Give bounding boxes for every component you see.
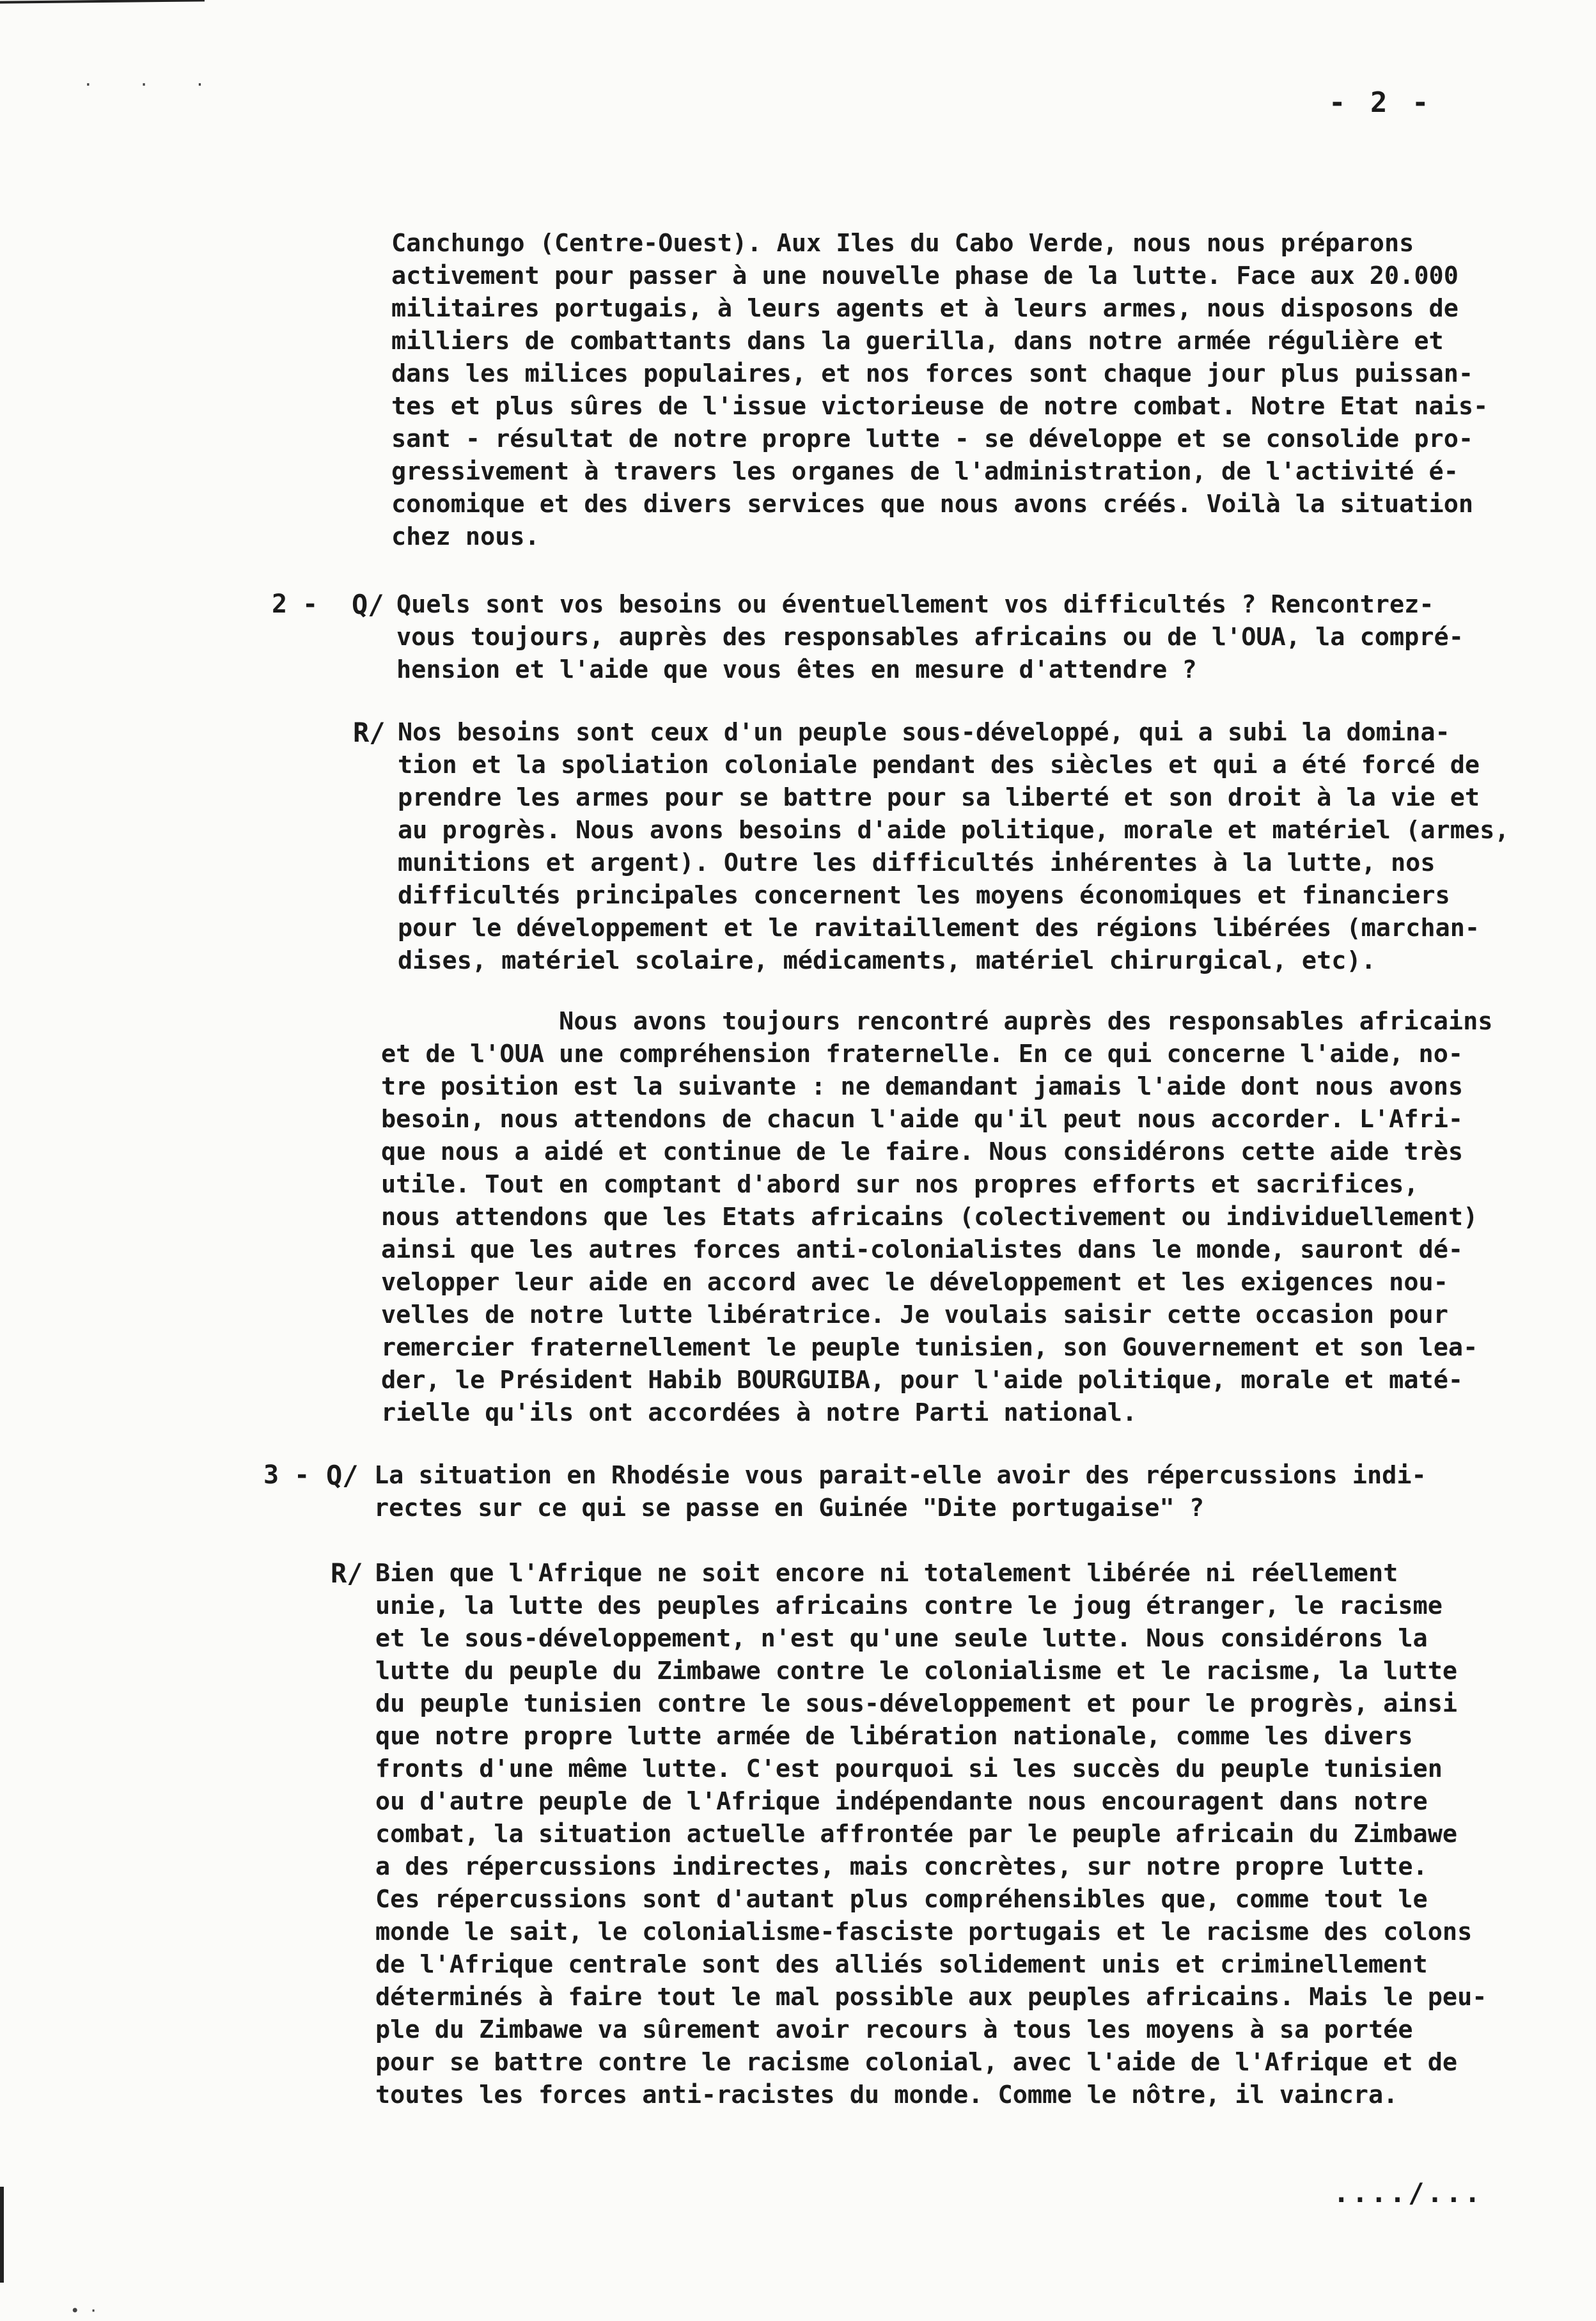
answer-2-paragraph-1: Nos besoins sont ceux d'un peuple sous-développé, qui a subi la domina- tion et la spoliation coloniale pendant des siècles et qui a été forcé de prendre les armes pour se battre pour sa liberté et son droit à la vie et au progrès. Nous avons besoins d'aide politique, morale et matériel (armes, munitions et argent). Outre les difficultés inhérentes à la lutte, nos difficultés principales concernent les moyens économiques et financiers pour le développement et le ravitaillement des régions libérées (marchan- dises, matériel scolaire, médicaments, matériel chirurgical, etc). bbox=[398, 718, 1510, 975]
answer-3-label: R/ bbox=[331, 1558, 363, 1589]
question-2-number: 2 - bbox=[272, 590, 318, 619]
question-3-number: 3 - bbox=[263, 1460, 310, 1490]
scan-edge-mark-left bbox=[0, 2187, 4, 2283]
page-number: - 2 - bbox=[1329, 86, 1433, 119]
answer-3-paragraph: Bien que l'Afrique ne soit encore ni totalement libérée ni réellement unie, la lutte des peuples africains contre le joug étranger, le racisme et le sous-développement, n'est qu'une seule lutte. Nous considérons la lutte du peuple du Zimbawe contre le colonialisme et le racisme, la lutte du peuple tunisien contre le sous-développement et pour le progrès, ainsi que notre propre lutte armée de libération nationale, comme les divers fronts d'une même lutte. C'est pourquoi si les succès du peuple tunisien ou d'autre peuple de l'Afrique indépendante nous encouragent dans notre combat, la situation actuelle affrontée par le peuple africain du Zimbawe a des répercussions indirectes, mais concrètes, sur notre propre lutte. Ces répercussions sont d'autant plus compréhensibles que, comme tout le monde le sait, le colonialisme-fasciste portugais et le racisme des colons de l'Afrique centrale sont des alliés solidement unis et criminellement déterminés à faire tout le mal possible aux peuples africains. Mais le peu- ple du Zimbawe va sûrement avoir recours à tous les moyens à sa portée pour se battre contre le racisme colonial, avec l'aide de l'Afrique et de toutes les forces anti-racistes du monde. Comme le nôtre, il vaincra. bbox=[375, 1559, 1487, 2109]
question-2-label: Q/ bbox=[352, 589, 384, 620]
answer-2-label: R/ bbox=[353, 717, 386, 748]
scan-edge-mark bbox=[0, 0, 205, 10]
question-3-text: La situation en Rhodésie vous parait-elle avoir des répercussions indi- rectes sur ce qui se passe en Guinée "Dite portugaise" ? bbox=[374, 1461, 1427, 1522]
answer-2-paragraph-2: Nous avons toujours rencontré auprès des responsables africains et de l'OUA une compréhension fraternelle. En ce qui concerne l'aide, no- tre position est la suivante : ne demandant jamais l'aide dont nous avons besoin, nous attendons de chacun l'aide qu'il peut nous accorder. L'Afri- que nous a aidé et continue de le faire. Nous considérons cette aide très utile. Tout en comptant d'abord sur nos propres efforts et sacrifices, nous attendons que les Etats africains (colectivement ou individuellement) ainsi que les autres forces anti-colonialistes dans le monde, sauront dé- velopper leur aide en accord avec le développement et les exigences nou- velles de notre lutte libératrice. Je voulais saisir cette occasion pour remercier fraternellement le peuple tunisien, son Gouvernement et son lea- der, le Président Habib BOURGUIBA, pour l'aide politique, morale et maté- rielle qu'ils ont accordées à notre Parti national. bbox=[381, 1007, 1493, 1427]
scan-specks-bottom: • · bbox=[70, 2302, 98, 2320]
scan-specks: · · · bbox=[83, 75, 223, 95]
question-2-text: Quels sont vos besoins ou éventuellement vos difficultés ? Rencontrez- vous toujours, auprès des responsables africains ou de l'OUA, la compré- hension et l'aide que vous êtes en mesure d'attendre ? bbox=[396, 590, 1464, 684]
intro-paragraph: Canchungo (Centre-Ouest). Aux Iles du Cabo Verde, nous nous préparons activement pour passer à une nouvelle phase de la lutte. Face aux 20.000 militaires portugais, à leurs agents et à leurs armes, nous disposons de milliers de combattants dans la guerilla, dans notre armée régulière et dans les milices populaires, et nos forces sont chaque jour plus puissan- tes et plus sûres de l'issue victorieuse de notre combat. Notre Etat nais- sant - résultat de notre propre lutte - se développe et se consolide pro- gressivement à travers les organes de l'administration, de l'activité é- conomique et des divers services que nous avons créés. Voilà la situation chez nous. bbox=[391, 229, 1489, 551]
continuation-marker: ..../... bbox=[1333, 2177, 1483, 2208]
question-3-label: Q/ bbox=[326, 1460, 359, 1491]
